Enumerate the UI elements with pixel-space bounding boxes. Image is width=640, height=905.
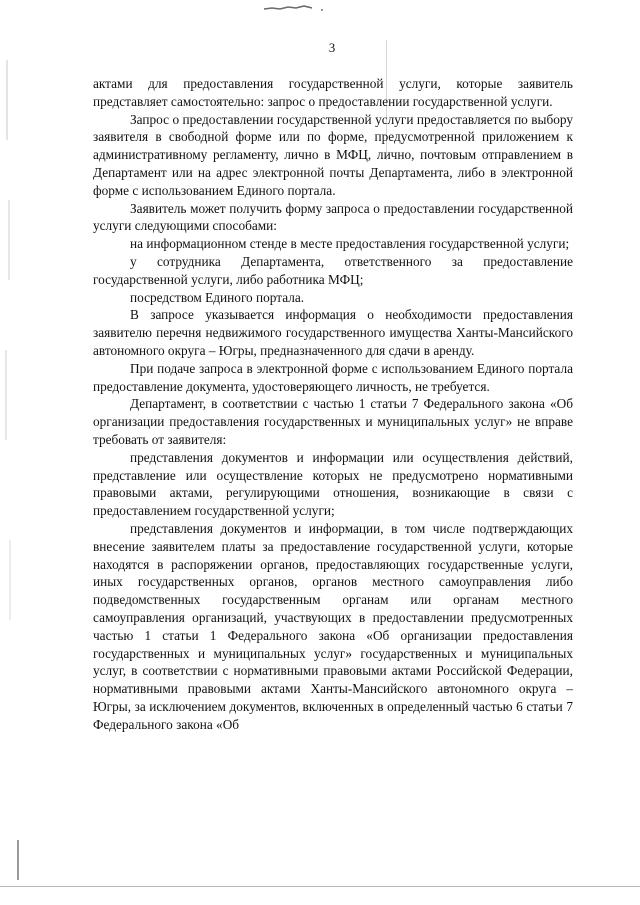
scan-bottom-edge bbox=[0, 886, 640, 887]
paragraph: актами для предоставления государственной услуги, которые заявитель представляет самостоятельно: запрос о предоставлении государственной услуги. bbox=[93, 76, 573, 109]
paragraph: В запросе указывается информация о необходимости предоставления заявителю перечня недвижимого государственного имущества Ханты-Мансийского автономного округа – Югры, предназначенного для сдачи в аренду. bbox=[93, 307, 573, 358]
page-number: 3 bbox=[328, 40, 336, 55]
scan-edge-shadow bbox=[4, 20, 22, 880]
scan-artifact-mark bbox=[262, 4, 332, 12]
paragraph: у сотрудника Департамента, ответственного за предоставление государственной услуги, либо работника МФЦ; bbox=[93, 253, 573, 287]
paragraph: При подаче запроса в электронной форме с использованием Единого портала предоставление документа, удостоверяющего личность, не требуется. bbox=[93, 360, 573, 394]
paragraph: представления документов и информации, в том числе подтверждающих внесение заявителем платы за предоставление государственной услуги, которые находятся в распоряжении органов, предоставляющих государственные услуги, иных государственных органов, органов местного самоуправления либо подведомственных государственным органам или органам местного самоуправления организаций, участвующих в предоставлении предусмотренных частью 1 статьи 1 Федерального закона «Об организации предоставления государственных и муниципальных услуг» государственных и муниципальных услуг, в соответствии с нормативными правовыми актами Российской Федерации, нормативными правовыми актами Ханты-Мансийского автономного округа – Югры, за исключением документов, включенных в определенный частью 6 статьи 7 Федерального закона «Об bbox=[93, 520, 573, 732]
paragraph: Запрос о предоставлении государственной услуги предоставляется по выбору заявителя в свободной форме или по форме, предусмотренной приложением к административному регламенту, лично в МФЦ, лично, почтовым отправлением в Департамент или на адрес электронной почты Департамента, либо в электронной форме с использованием Единого портала. bbox=[93, 111, 573, 198]
paragraph: на информационном стенде в месте предоставления государственной услуги; bbox=[130, 236, 570, 252]
paragraph: представления документов и информации или осуществления действий, представление или осуществление которых не предусмотрено нормативными правовыми актами, регулирующими отношения, возникающие в связи с предоставлением государственной услуги; bbox=[93, 449, 573, 519]
paragraph: Департамент, в соответствии с частью 1 статьи 7 Федерального закона «Об организации предоставления государственных и муниципальных услуг» не вправе требовать от заявителя: bbox=[93, 396, 573, 447]
paragraph: посредством Единого портала. bbox=[130, 289, 305, 305]
paragraph: Заявитель может получить форму запроса о предоставлении государственной услуги следующими способами: bbox=[93, 200, 573, 234]
document-body bbox=[93, 75, 573, 733]
